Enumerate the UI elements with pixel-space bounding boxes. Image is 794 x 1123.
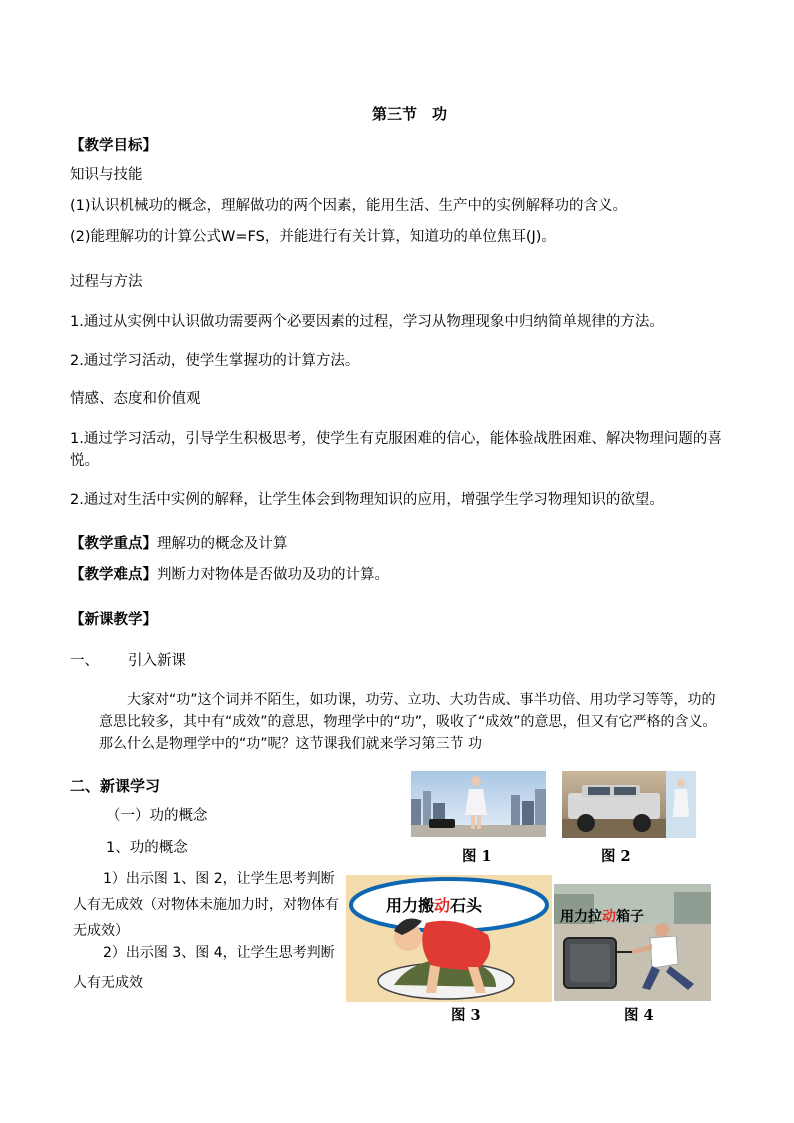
key-point	[70, 535, 288, 553]
figure-3-label	[386, 893, 482, 916]
intro-number: 一、	[70, 653, 99, 669]
intro-title: 引入新课	[128, 653, 186, 669]
knowledge-item-2: (2)能理解功的计算公式W=FS，并能进行有关计算，知道功的单位焦耳(J)。	[70, 229, 556, 245]
figure-1-image	[411, 771, 546, 837]
key-point-text: 理解功的概念及计算	[157, 536, 288, 552]
difficulty-point	[70, 566, 389, 584]
difficulty-label: 【教学难点】	[70, 567, 157, 583]
figure-2-caption: 图 2	[601, 848, 631, 865]
sub-heading-1: （一）功的概念	[106, 808, 208, 824]
key-point-label: 【教学重点】	[70, 536, 157, 552]
difficulty-text: 判断力对物体是否做功及功的计算。	[157, 567, 389, 583]
figure-4-label	[560, 906, 644, 926]
goals-heading: 【教学目标】	[70, 138, 157, 154]
figure-4-label-part-3: 箱子	[616, 909, 644, 925]
emotion-heading: 情感、态度和价值观	[70, 391, 201, 407]
step-1: 1）出示图 1、图 2，让学生思考判断人有无成效（对物体未施加力时，对物体有无成效）	[73, 871, 339, 939]
process-item-1: 1.通过从实例中认识做功需要两个必要因素的过程，学习从物理现象中归纳简单规律的方法。	[70, 314, 664, 330]
emotion-item-1: 1.通过学习活动，引导学生积极思考，使学生有克服困难的信心，能体验战胜困难、解决物理问题的喜悦。	[70, 431, 722, 469]
figure-4-caption: 图 4	[624, 1007, 654, 1024]
figure-3-caption: 图 3	[451, 1007, 481, 1024]
woman-standing-illustration	[411, 771, 546, 837]
figure-3-label-part-2: 动	[434, 896, 451, 915]
figure-3-label-part-3: 石头	[450, 896, 483, 915]
figure-2-image	[562, 771, 696, 838]
intro-paragraph: 大家对“功”这个词并不陌生，如功课，功劳、立功、大功告成、事半功倍、用功学习等等，功的意思比较多，其中有“成效”的意思，物理学中的“功”，吸收了“成效”的意思，但又有它严格的含义。那么什么是物理学中的“功”呢？这节课我们就来学习第三节 功	[99, 692, 717, 752]
sub-heading-1-1: 1、功的概念	[106, 840, 188, 856]
process-heading: 过程与方法	[70, 274, 143, 290]
figure-1-caption: 图 1	[462, 848, 492, 865]
knowledge-item-1: (1)认识机械功的概念，理解做功的两个因素，能用生活、生产中的实例解释功的含义。	[70, 198, 628, 214]
figure-3-image	[346, 875, 552, 1002]
step-2: 2）出示图 3、图 4，让学生思考判断人有无成效	[73, 945, 335, 991]
new-lesson-heading: 【新课教学】	[70, 612, 157, 628]
emotion-item-2: 2.通过对生活中实例的解释，让学生体会到物理知识的应用，增强学生学习物理知识的欲望。	[70, 492, 664, 508]
figure-4-label-part-1: 用力拉	[560, 909, 602, 925]
figure-4-image	[554, 884, 711, 1001]
figure-4-label-part-2: 动	[602, 909, 616, 925]
truck-and-woman-illustration	[562, 771, 696, 838]
section2-heading: 二、新课学习	[70, 777, 161, 795]
figure-3-label-part-1: 用力搬	[386, 896, 435, 915]
page-title: 第三节 功	[372, 105, 448, 123]
knowledge-heading: 知识与技能	[70, 167, 143, 183]
process-item-2: 2.通过学习活动，使学生掌握功的计算方法。	[70, 353, 360, 369]
pulling-suitcase-illustration	[554, 884, 711, 1001]
